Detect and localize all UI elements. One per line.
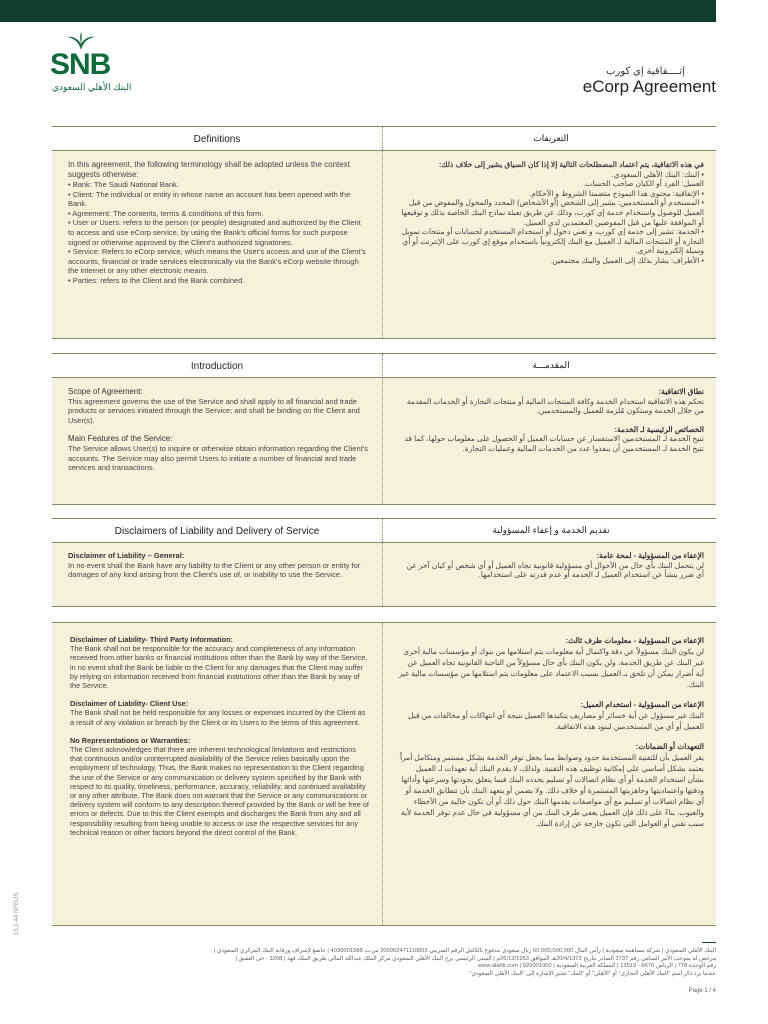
column-divider [382, 354, 383, 504]
section-header [52, 519, 716, 543]
column-divider [382, 519, 383, 606]
disclaimers-english [68, 551, 368, 580]
introduction-section [52, 353, 716, 505]
section-title: Introduction [190, 361, 244, 372]
definitions-arabic [398, 160, 704, 266]
snb-logo [50, 32, 150, 92]
paragraph: This agreement governs the use of the Service and shall apply to all financial and trade products or services initiated through the Service; and shall be binding on the Client and User(s). [68, 396, 360, 425]
paragraph: في هذه الاتفاقية، يتم اعتماد المصطلحات التالية إلا إذا كان السياق يشير إلى خلاف ذلك: [438, 160, 704, 169]
subheading: Main Features of the Service: [68, 434, 173, 444]
paragraph: In no event shall the Bank have any liability to the Client or any other person or entity for damages of any kind arising from the Client's use of, or inability to use the Service. [68, 560, 361, 580]
list-item: • البنك: البنك الأهلي السعودي. [611, 169, 704, 179]
list-item: • Bank: The Saudi National Bank. [68, 180, 179, 189]
subheading: التعهدات أو الضمانات: [635, 742, 704, 751]
subheading: الإعفاء من المسؤولية - استخدام العميل: [580, 700, 704, 709]
list-item: • Parties: refers to the Client and the Bank combined. [68, 275, 245, 285]
footer-line: رقم الوحدة 778 | الرياض 6676 - 13519 | المملكة العربية السعودية | 920001000 | www.alahli.com [477, 963, 716, 970]
subheading: الإعفاء من المسؤولية - معلومات طرف ثالث: [565, 636, 704, 645]
list-item: • الإتفاقية: محتوى هذا النموذج متضمنا الشروط و الأحكام. [529, 188, 704, 198]
section-title-arabic: التعريفات [533, 133, 569, 143]
section-title: Disclaimers of Liability and Delivery of Service [114, 526, 320, 537]
introduction-english [68, 387, 368, 473]
definitions-english [68, 160, 368, 286]
logo-text: SNB [50, 48, 111, 81]
disclaimers-arabic [398, 551, 704, 580]
footer-line: البنك الأهلي السعودي | شركة مساهمة سعودية | رأس المال 60,000,000,000 ريال سعودي مدفوع بالكامل الرقم الضريبي 300002471110003 س.ت 4030001588 | خاضع لإشراف ورقابة البنك المركزي السعودي | [213, 948, 716, 954]
document-title: eCorp Agreement [582, 77, 716, 96]
disclaimers-continued-arabic [398, 635, 704, 829]
paragraph: لن يكون البنك مسؤولاً عن دقة واكتمال أية معلومات يتم استلامها من بنوك أو مؤسسات مالية أخرى غير البنك عن طريق الخدمة، ولن يكون البنك بأي حال مسؤولاً من الناحية القانونية تجاه العميل عن أية أضرار يمكن أن تلحق بـ العميل بسبب الاعتماد على معلومات يتم استلامها من مؤسسات مالية غير البنك. [398, 647, 704, 689]
subheading: Disclaimer of Liability- Client Use: [70, 699, 188, 709]
paragraph: The Client acknowledges that there are inherent technological limitations and restrictions that continuous and/or uninterrupted availability of the Service relies basically upon the employment of technology. Thus, the Bank makes no representation to the Client regarding the use of the Service or any communication or delivery system specified by the Bank with respect to its quality, timeliness, performance, accuracy, reliability, and continued availability or any other attribute. The Bank does not warrant that the Service or any communications or delivery system will conform to any description thereof provided by the Bank or will be free of errors or defects. Due to this the Client exempts and discharges the Bank from any and all responsibility resulting from being unable to access or use the respective services for any technical reason or other factors beyond the direct control of the Bank. [70, 745, 369, 837]
paragraph: تتيح الخدمة لـ المستخدمين الاستفسار عن حسابات العميل أو الحصول على معلومات حولها، كما قد تتيح الخدمة لـ المستخدمين أن ينفذوا عدد من الخدمات المالية وعمليات التجارة. [404, 434, 704, 453]
disclaimers-continued-english [70, 635, 370, 837]
disclaimers-section [52, 518, 716, 607]
list-item: • Service: Refers to eCorp service, which means the User's access and use of the Client's accounts, financial or trade services electronically via the Bank's eCorp website through the internet or any other electronic means. [68, 247, 366, 276]
subheading: Disclaimer of Liability – General: [68, 551, 185, 560]
paragraph: The Bank shall not be held responsible for any losses or expenses incurred by the Client as a result of any violation or breach by the Client or its Users to the terms of this agreement. [70, 708, 366, 727]
form-code: 15.1-44 NFBUS [14, 892, 20, 935]
page-number: Page 1 / 4 [688, 988, 716, 994]
section-header [52, 127, 716, 151]
list-item: • User or Users: refers to the person (or people) designated and authorized by the Client to access and use eCorp service, by using the Bank's official forms for such purpose signed or otherwise approved by the Client's authorized signatories. [68, 218, 361, 247]
column-divider [382, 623, 383, 925]
document-title-arabic: إتــــفاقية إي كورب [606, 66, 685, 77]
list-item: • الأطراف: يشار بذلك إلى العميل والبنك مجتمعين. [550, 255, 704, 265]
subheading: Disclaimer of Liability- Third Party Information: [70, 635, 233, 644]
subheading: الخصائص الرئيسية لـ الخدمة: [614, 424, 704, 434]
column-divider [382, 127, 383, 338]
paragraph: The Bank shall not be responsible for the accuracy and completeness of any information received from other banks or financial institutions other than the Bank by way of the Service, in no event shall the Bank be liable to the Client for any damages that the Client may suffer by relying on information received from financial institutions other than the Bank by way of the Service. [70, 644, 368, 691]
list-item: • المستخدم أو المستخدمين: يشير إلى الشخص (أو الأشخاص) المحدد والمخول والمفوض من قبل العميل للوصول واستخدام خدمة إي كورب، وذلك عن طريق تعبئة نماذج البنك الخاصة بذلك و توقيعها أو الموافقة عليها من قبل المفوضين المعتمدين لدى العميل. [401, 198, 704, 227]
subheading: الإعفاء من المسؤولية - لمحة عامة: [596, 551, 704, 560]
section-header [52, 354, 716, 378]
subheading: Scope of Agreement: [68, 387, 143, 396]
paragraph: The Service allows User(s) to inquire or otherwise obtain information regarding the Client's accounts. The Service may also permit Users to initiate a number of financial and trade services and transactions. [68, 443, 368, 473]
paragraph: تحكم هذه الاتفاقية استخدام الخدمة وكافة المنتجات المالية أو منتجات التجارة أو الخدمات المقدمة من خلال الخدمة وستكون مُلزمة للعميل والمستخدمين. [406, 396, 704, 416]
list-item: • Agreement: The contents, terms & conditions of this form. [68, 208, 264, 218]
list-item: • Client: The individual or entity in whose name an account has been opened with the Bank. [68, 189, 351, 209]
footer-legal-text [76, 948, 716, 978]
paragraph: البنك غير مسؤول عن أية خسائر أو مصاريف يتكبدها العميل نتيجة أي انتهاكات أو مخالفات من قبل العميل أو أي من المستخدمين لبنود هذه الاتفاقية. [408, 711, 704, 731]
section-title: Definitions [193, 134, 241, 145]
section-title-arabic: تقديم الخدمة و إعفاء المسؤولية [492, 525, 610, 535]
list-item: العميل: الفرد أو الكيان صاحب الحساب. [583, 179, 704, 189]
paragraph: يقر العميل بأن للتقنية المستخدمة حدود وضوابط مما يجعل توفر الخدمة بشكل مستمر ومتكامل أمراً يعتمد بشكل أساسي على إمكانية توظيف هذه التقنية. ولذلك، لا يقدم البنك أية تعهدات لـ العميل بشأن استخدام الخدمة أو أي نظام اتصالات أو تسليم يحدده البنك فيما يتعلق بجودتها وسرعتها وأدائها ودقتها واعتماديتها وجاهزيتها المستمرة أو خلاف ذلك. ولا يضمن أو يتعهد البنك بأن تتطابق الخدمة أو أي نظام اتصالات أو تسليم مع أي مواصفات يقدمها البنك حول ذلك أو أن تكون خالية من الأخطاء والعيوب. بناءً على ذلك فإن العميل يعفي طرف البنك من أي مسؤولية في حال عدم توفر الخدمة لأية سبب تقني أو العوامل التي تكون خارجة عن إرادة البنك. [399, 753, 704, 828]
paragraph: لن يتحمل البنك بأي حال من الأحوال أي مسؤولية قانونية تجاه العميل أو أي شخص أو كيان آخر عن أي ضرر ينشأ عن استخدام العميل لـ الخدمة أو عدم قدرته على استخدامها. [406, 560, 704, 580]
list-item: • الخدمة: تشير إلى خدمة إي كورب، و تعني دخول أو استخدام المستخدم لحسابات أو منتجات تمويل التجارة أو المنتجات المالية لـ العميل مع البنك إلكترونياً باستخدام موقع إي كورب على الإنترنت أو أي وسيلة إلكترونية أخرى. [401, 227, 704, 256]
disclaimers-continued-section [52, 622, 716, 926]
introduction-arabic [398, 387, 704, 454]
top-brand-bar [0, 0, 716, 22]
subheading: نطاق الاتفاقية: [658, 387, 704, 396]
definitions-section [52, 126, 716, 339]
section-title-arabic: المقدمـــة [532, 360, 570, 370]
footer-line: عندما يرد ذكر اسم "البنك الأهلي التجاري" أو "الأهلي" أو "البنك" تشير الإشارة إلى "البنك الأهلي السعودي" [469, 970, 716, 977]
logo-arabic-text: البنك الأهلي السعودي [52, 82, 132, 92]
subheading: No Representations or Warranties: [70, 735, 191, 745]
footer-rule [702, 942, 716, 943]
paragraph: In this agreement, the following terminology shall be adopted unless the context suggests otherwise: [68, 160, 350, 179]
footer-line: مرخص له بموجب الأمر السامي رقم 3737 الصادر بتاريخ 20/4/1373هـ الموافق 26/12/1953م | المبنى الرئيسي برج البنك الأهلي السعودي مركز الملك عبدالله المالي طريق الملك فهد | 3208 - حي العقيق | [235, 955, 716, 962]
